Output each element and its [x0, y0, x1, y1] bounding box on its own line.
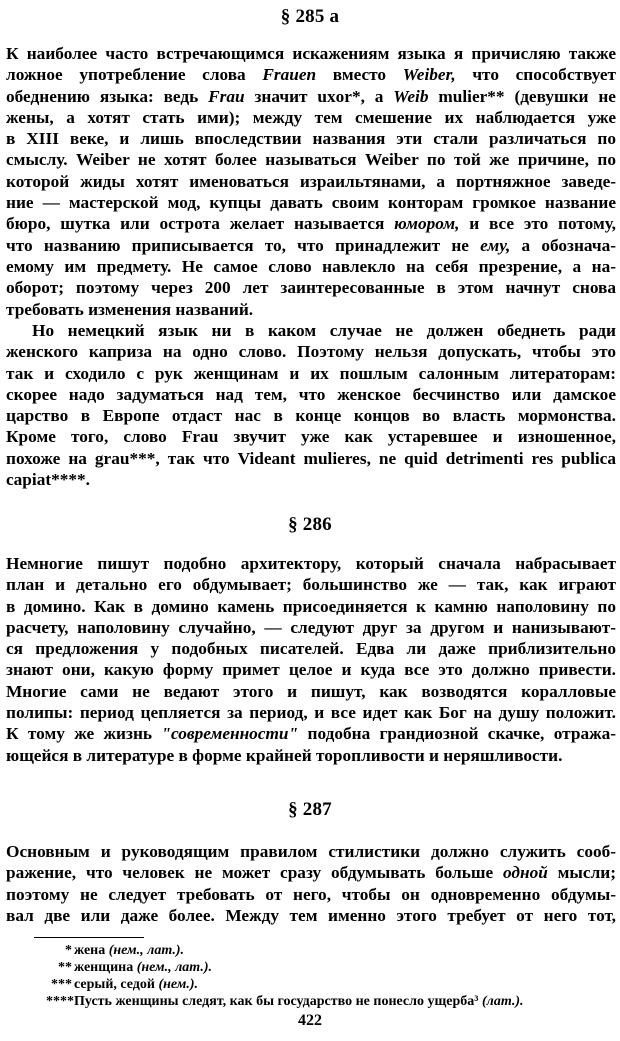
text-run: мысли;	[547, 863, 616, 883]
text-line	[6, 617, 616, 638]
section-285a-paragraph-1	[6, 43, 616, 320]
text-line	[6, 745, 616, 766]
text-line	[6, 884, 616, 905]
footnote-3	[46, 976, 566, 993]
text-line	[6, 405, 616, 426]
text-run: вместо	[316, 65, 403, 85]
footnote-source: (нем., лат.).	[136, 960, 213, 975]
text-run: план и детально его обдумывает; большинство же — так, как играют	[6, 575, 616, 595]
text-line	[6, 681, 616, 702]
text-run: обеднению языка: ведь	[6, 86, 209, 106]
text-line	[6, 277, 616, 298]
text-run: скорее надо задуматься над тем, что женское бесчинство или дамское	[6, 384, 616, 404]
italic-run: Weib	[393, 86, 429, 106]
text-line	[6, 320, 616, 341]
footnote-text: серый, седой	[74, 977, 159, 992]
text-run: расчету, наполовину случайно, — следуют друг за другом и нанизывают-	[6, 617, 616, 637]
italic-run: юмором,	[394, 214, 460, 234]
text-line	[6, 384, 616, 405]
text-run: вал две или даже более. Между тем именно этого требует от него тот,	[6, 905, 616, 925]
italic-run: "современности"	[161, 724, 299, 744]
footnote-text: Пусть женщины следят, как бы государство не понесло ущерба³	[74, 994, 482, 1009]
text-run: так и сходило с рук женщинам и их пошлым салонным литераторам:	[6, 363, 616, 383]
text-run: ющейся в литературе в форме крайней торопливости и неряшливости.	[6, 745, 563, 765]
text-line	[6, 171, 616, 192]
section-287-paragraph	[6, 841, 616, 926]
text-line	[6, 341, 616, 362]
text-run: Но немецкий язык ни в каком случае не должен обеднеть ради	[32, 321, 616, 340]
text-line	[6, 213, 616, 234]
text-run: подобна грандиозной скачке, отража-	[298, 724, 617, 744]
section-heading-286: § 286	[288, 514, 332, 535]
text-line	[6, 553, 616, 574]
footnote-marker: ***	[51, 977, 72, 992]
text-run: К наиболее часто встречающимся искажениям языка я причисляю также	[6, 44, 616, 63]
text-run: capiat****.	[6, 470, 91, 490]
text-line	[6, 841, 616, 862]
text-run: смыслу. Weiber не хотят более называться Weiber по той же причине, по	[6, 150, 616, 170]
section-heading-285a: § 285 а	[280, 6, 340, 27]
text-run: ложное употребление слова	[6, 65, 263, 85]
italic-run: одной	[502, 863, 548, 883]
text-line	[6, 43, 616, 64]
footnote-text: женщина	[74, 960, 137, 975]
section-285a-paragraph-2	[6, 320, 616, 490]
text-run: требовать изменения названий.	[6, 299, 254, 319]
text-line	[6, 905, 616, 926]
text-run: а обознача-	[510, 235, 617, 255]
footnote-text: жена	[74, 943, 109, 958]
section-286-paragraph	[6, 553, 616, 766]
text-run: ражение, что человек не может сразу обдумывать больше	[6, 863, 503, 883]
text-run: оборот; поэтому через 200 лет заинтересованные в этом начнут снова	[6, 278, 616, 298]
text-line	[6, 596, 616, 617]
section-heading-287: § 287	[288, 799, 332, 820]
footnote-4	[46, 993, 566, 1010]
text-run: Немногие пишут подобно архитектору, который сначала набрасывает	[6, 554, 616, 573]
text-line	[6, 363, 616, 384]
text-line	[6, 192, 616, 213]
text-line	[6, 256, 616, 277]
text-line	[6, 638, 616, 659]
italic-run: Frauen	[262, 65, 317, 85]
text-run: женского каприза на одно слово. Поэтому нельзя допускать, чтобы это	[6, 342, 616, 362]
text-line	[6, 702, 616, 723]
text-line	[6, 149, 616, 170]
text-run: знают они, какую форму примет целое и куда все это должно привести.	[6, 660, 616, 680]
text-line	[6, 574, 616, 595]
text-line	[6, 299, 616, 320]
text-run: поэтому не следует требовать от него, чтобы он одновременно обдумы-	[6, 884, 616, 904]
footnote-2	[46, 959, 566, 976]
text-run: царство в Европе отдаст нас в конце концов во власть мормонства.	[6, 406, 616, 426]
footnote-rule	[34, 937, 144, 938]
text-run: значит uxor*, а	[244, 86, 394, 106]
text-run: что способствует	[455, 65, 616, 85]
text-run: похоже на grau***, так что Videant mulieres, ne quid detrimenti res publica	[6, 448, 616, 468]
text-run: которой жиды хотят именоваться израильтянами, а портняжное заведе-	[6, 171, 616, 191]
italic-run: Weiber,	[402, 65, 456, 85]
text-run: ние — мастерской мод, купцы давать своим конторам громкое название	[6, 193, 616, 213]
text-run: жены, а хотят стать ими); между тем смешение их наблюдается уже	[6, 107, 616, 127]
text-line	[6, 86, 616, 107]
footnote-source: (лат.).	[481, 994, 524, 1009]
text-line	[6, 723, 616, 744]
text-line	[6, 448, 616, 469]
text-run: К тому же жизнь	[6, 724, 162, 744]
footnote-marker: **	[58, 960, 72, 975]
text-line	[6, 426, 616, 447]
text-line	[6, 862, 616, 883]
text-line	[6, 469, 616, 490]
footnote-1	[46, 942, 566, 959]
text-line	[6, 64, 616, 85]
text-run: mulier** (девушки не	[428, 86, 616, 106]
footnote-source: (нем.).	[158, 977, 199, 992]
footnotes	[46, 942, 566, 1010]
text-run: что названию приписывается то, что принадлежит не	[6, 235, 481, 255]
text-line	[6, 107, 616, 128]
footnote-source: (нем., лат.).	[108, 943, 185, 958]
text-run: бюро, шутка или острота желает называется	[6, 214, 395, 234]
text-run: в XIII веке, и лишь впоследствии названия эти стали различаться по	[6, 129, 616, 149]
text-run: и все это потому,	[459, 214, 616, 234]
page-number: 422	[298, 1012, 322, 1029]
text-run: емому им предмету. Не самое слово навлекло на себя презрение, а на-	[6, 256, 616, 276]
text-run: Кроме того, слово Frau звучит уже как устаревшее и изношенное,	[6, 427, 616, 447]
text-line	[6, 128, 616, 149]
footnote-marker: ****	[46, 994, 74, 1009]
text-line	[6, 659, 616, 680]
text-run: ся предложения у подобных писателей. Едва ли даже приблизительно	[6, 639, 616, 659]
italic-run: Frau	[208, 86, 245, 106]
text-run: Многие сами не ведают этого и пишут, как возводятся коралловые	[6, 681, 616, 701]
text-run: Основным и руководящим правилом стилистики должно служить сооб-	[6, 842, 616, 861]
italic-run: ему,	[480, 235, 511, 255]
text-run: в домино. Как в домино камень присоединяется к камню наполовину по	[6, 596, 616, 616]
text-line	[6, 235, 616, 256]
footnote-marker: *	[65, 943, 72, 958]
text-run: полипы: период цепляется за период, и все идет как Бог на душу положит.	[6, 703, 616, 723]
